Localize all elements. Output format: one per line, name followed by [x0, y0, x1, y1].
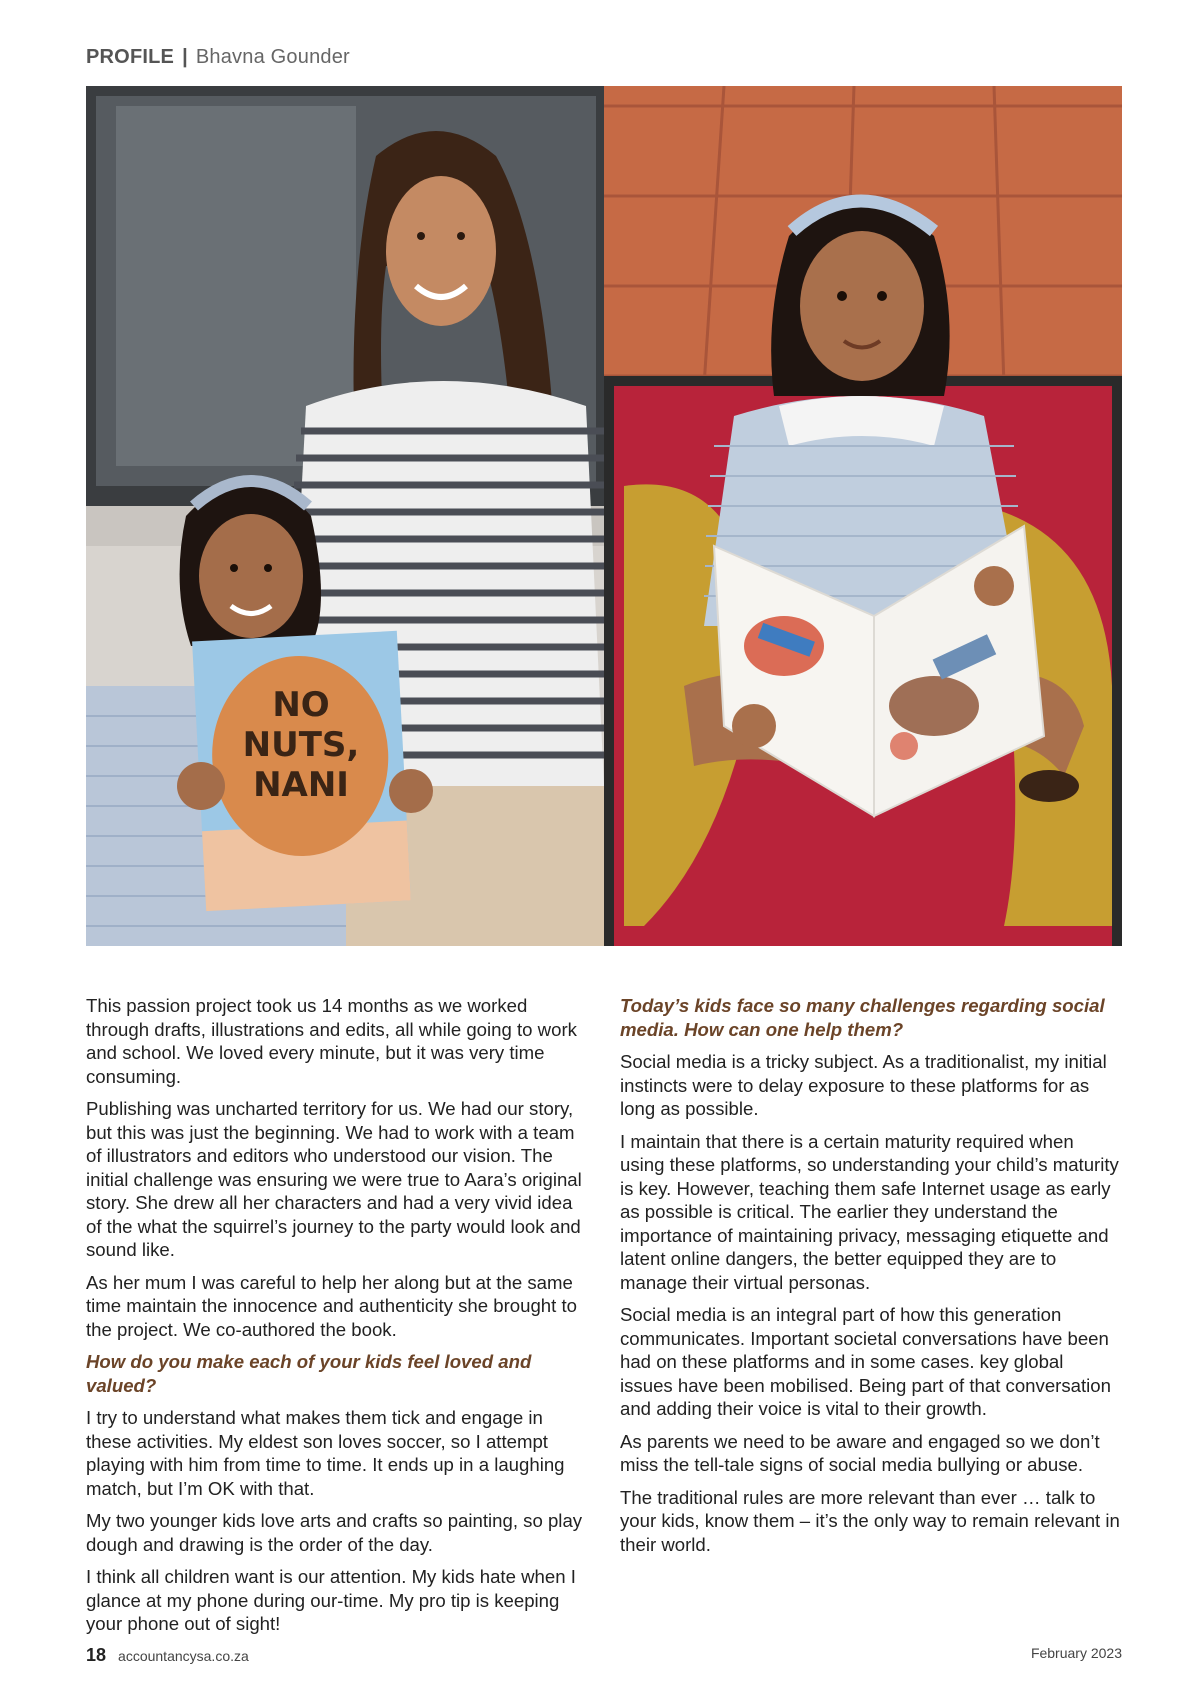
footer-left: [86, 1645, 249, 1666]
paragraph: This passion project took us 14 months as we worked through drafts, illustrations and edits, all while going to work and school. We loved every minute, but it was very time consuming.: [86, 995, 577, 1087]
site-url[interactable]: accountancysa.co.za: [118, 1648, 249, 1664]
article-column-left: [86, 994, 586, 1645]
paragraph: I try to understand what makes them tick and engage in these activities. My eldest son loves soccer, so I attempt playing with him from time to time. It ends up in a laughing match, but I’m OK with that.: [86, 1407, 565, 1499]
issue-date: February 2023: [1030, 1645, 1122, 1661]
photo-girl-reading-book: [604, 86, 1122, 946]
paragraph: I maintain that there is a certain maturity required when using these platforms, so understanding your child’s maturity is key. However, teaching them safe Internet usage as early as possible is critical. The earlier they understand the importance of maintaining privacy, messaging etiquette and latent online dangers, the better equipped they are to manage their virtual personas.: [620, 1130, 1119, 1293]
paragraph: My two younger kids love arts and crafts so painting, so play dough and drawing is the order of the day.: [86, 1510, 583, 1555]
interview-question: Today’s kids face so many challenges regarding social media. How can one help them?: [620, 995, 1105, 1040]
book-title-line-2: NUTS,: [242, 725, 360, 765]
photo-left-illustration: [86, 86, 604, 946]
profile-name: Bhavna Gounder: [195, 46, 350, 68]
book-cover: [192, 631, 411, 911]
running-header: [86, 46, 350, 69]
paragraph: Social media is a tricky subject. As a traditionalist, my initial instincts were to delay exposure to these platforms for as long as possible.: [620, 1051, 1107, 1119]
header-separator: |: [182, 46, 188, 68]
paragraph: As her mum I was careful to help her along but at the same time maintain the innocence and authenticity she brought to the project. We co-authored the book.: [86, 1271, 577, 1340]
paragraph: As parents we need to be aware and engaged so we don’t miss the tell-tale signs of social media bullying or abuse.: [620, 1430, 1100, 1475]
book-title-line-1: NO: [272, 685, 330, 725]
paragraph: I think all children want is our attention. My kids hate when I glance at my phone during our-time. My pro tip is keeping your phone out of sight!: [86, 1566, 576, 1634]
paragraph: The traditional rules are more relevant than ever … talk to your kids, know them – it’s the only way to remain relevant in their world.: [620, 1486, 1120, 1555]
book-title-line-3: NANI: [253, 765, 349, 805]
photo-mother-daughter-with-book: [86, 86, 604, 946]
page-number: 18: [86, 1645, 107, 1665]
interview-question: How do you make each of your kids feel loved and valued?: [86, 1351, 532, 1396]
section-label: PROFILE: [86, 46, 175, 68]
paragraph: Publishing was uncharted territory for us. We had our story, but this was just the beginning. We had to work with a team of illustrators and editors who understood our vision. The initial challenge was ensuring we were true to Aara’s original story. She drew all her characters and had a very vivid idea of the what the squirrel’s journey to the party would look and sound like.: [86, 1098, 582, 1260]
photo-right-illustration: [604, 86, 1122, 946]
paragraph: Social media is an integral part of how this generation communicates. Important societal conversations have been had on these platforms and in some cases. key global issues have been mobilised. Being part of that conversation and adding their voice is vital to their growth.: [620, 1304, 1111, 1419]
article-column-right: [620, 994, 1120, 1565]
